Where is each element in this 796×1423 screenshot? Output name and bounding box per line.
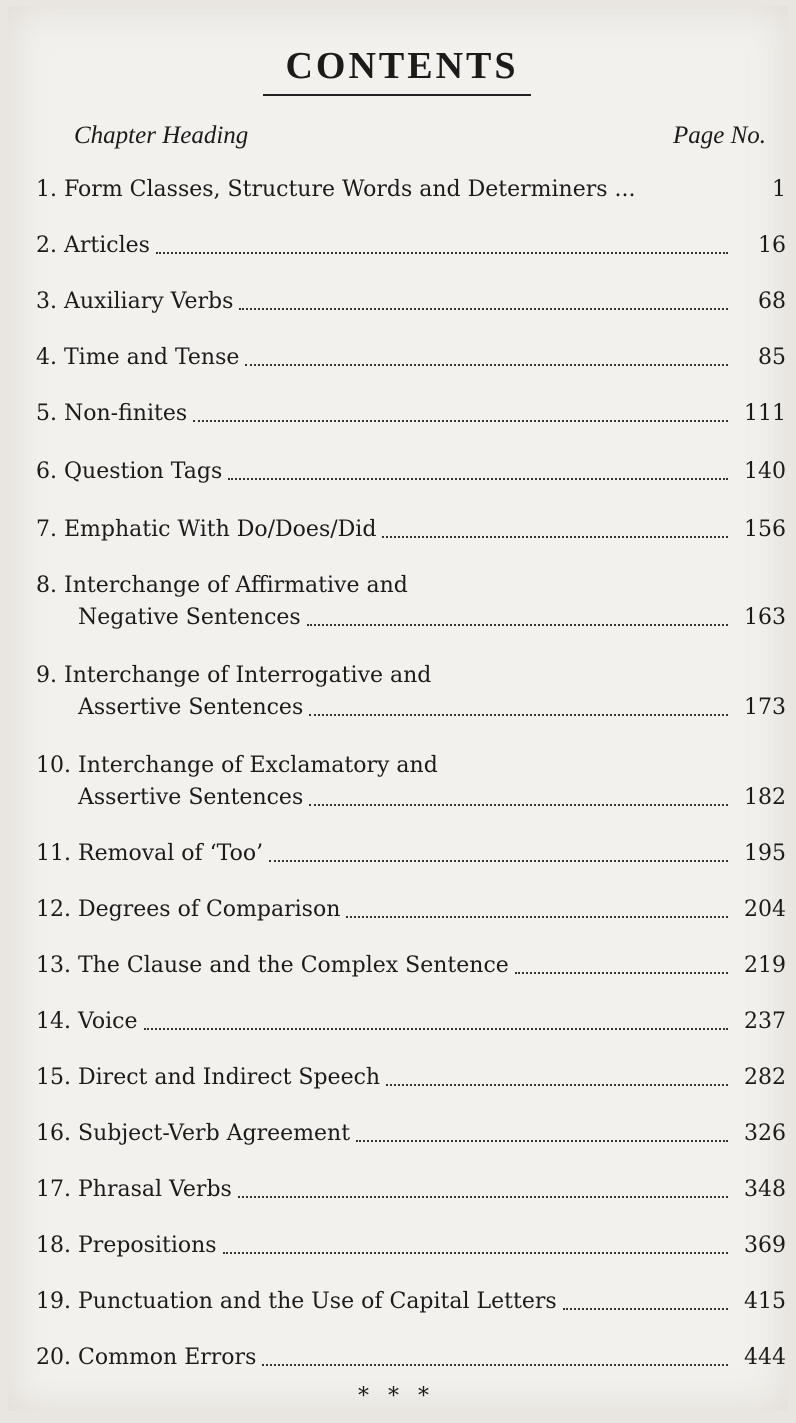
entry-title: Form Classes, Structure Words and Determiners ... [64, 177, 636, 202]
dot-leader [515, 972, 728, 974]
dot-leader [382, 536, 728, 538]
entry-number: 7. [36, 517, 57, 542]
entry-title: Degrees of Comparison [78, 897, 341, 922]
contents-page [8, 6, 788, 1411]
contents-entry[interactable] [36, 950, 786, 982]
entry-page: 348 [744, 1177, 786, 1202]
entry-title: Non-finites [64, 401, 188, 426]
contents-entry[interactable] [36, 230, 786, 262]
entry-page: 111 [744, 401, 786, 426]
dot-leader [269, 860, 728, 862]
entry-number: 17. [36, 1177, 71, 1202]
entry-title: Interchange of Affirmative and [64, 573, 408, 598]
dot-leader [307, 624, 728, 626]
entry-title: Interchange of Interrogative and [64, 663, 432, 688]
entry-page: 195 [744, 841, 786, 866]
contents-entry[interactable] [36, 514, 786, 546]
entry-page: 85 [758, 345, 786, 370]
contents-entry[interactable] [36, 1174, 786, 1206]
entry-number: 4. [36, 345, 57, 370]
entry-number: 3. [36, 289, 57, 314]
entry-page: 219 [744, 953, 786, 978]
entry-page: 140 [744, 459, 786, 484]
dot-leader [193, 420, 728, 422]
entry-title-continued: Negative Sentences [78, 605, 301, 630]
dot-leader [346, 916, 728, 918]
entry-number: 1. [36, 177, 57, 202]
dot-leader [156, 252, 728, 254]
entry-page: 173 [744, 695, 786, 720]
entry-number: 14. [36, 1009, 71, 1034]
entry-page: 182 [744, 785, 786, 810]
entry-page: 68 [758, 289, 786, 314]
entry-title: Articles [64, 233, 150, 258]
entry-page: 204 [744, 897, 786, 922]
entry-number: 16. [36, 1121, 71, 1146]
entry-page: 444 [744, 1345, 786, 1370]
title-underline [263, 94, 531, 96]
entry-page: 369 [744, 1233, 786, 1258]
entry-page: 156 [744, 517, 786, 542]
dot-leader [239, 308, 728, 310]
contents-entry[interactable] [36, 1118, 786, 1150]
entry-title: Auxiliary Verbs [64, 289, 234, 314]
contents-entry[interactable] [36, 894, 786, 926]
dot-leader [223, 1252, 728, 1254]
entry-number: 10. [36, 753, 71, 778]
contents-entry[interactable] [36, 456, 786, 488]
entry-number: 20. [36, 1345, 71, 1370]
dot-leader [144, 1028, 729, 1030]
contents-entry[interactable] [36, 1342, 786, 1374]
end-ornament: * * * [358, 1384, 435, 1409]
dot-leader [238, 1196, 728, 1198]
entry-number: 19. [36, 1289, 71, 1314]
entry-title-continued: Assertive Sentences [78, 695, 304, 720]
entry-page: 415 [744, 1289, 786, 1314]
contents-entry[interactable] [36, 1286, 786, 1318]
dot-leader [386, 1084, 728, 1086]
entry-title: Prepositions [78, 1233, 217, 1258]
page-number-label: Page No. [672, 122, 766, 149]
entry-title: The Clause and the Complex Sentence [78, 953, 509, 978]
entry-title: Common Errors [78, 1345, 257, 1370]
entry-number: 8. [36, 573, 57, 598]
contents-entry[interactable] [36, 174, 786, 206]
entry-number: 2. [36, 233, 57, 258]
dot-leader [262, 1364, 728, 1366]
entry-title: Subject-Verb Agreement [78, 1121, 351, 1146]
entry-title: Emphatic With Do/Does/Did [64, 517, 377, 542]
entry-number: 5. [36, 401, 57, 426]
contents-entry[interactable] [36, 750, 786, 814]
entry-number: 13. [36, 953, 71, 978]
entry-title: Question Tags [64, 459, 223, 484]
dot-leader [563, 1308, 728, 1310]
entry-page: 326 [744, 1121, 786, 1146]
contents-entry[interactable] [36, 1006, 786, 1038]
entry-page: 163 [744, 605, 786, 630]
dot-leader [245, 364, 728, 366]
entry-number: 11. [36, 841, 71, 866]
entry-number: 6. [36, 459, 57, 484]
entry-number: 12. [36, 897, 71, 922]
entry-title: Time and Tense [64, 345, 240, 370]
entry-number: 18. [36, 1233, 71, 1258]
entry-title: Interchange of Exclamatory and [78, 753, 438, 778]
contents-entry[interactable] [36, 1230, 786, 1262]
contents-entry[interactable] [36, 398, 786, 430]
contents-entry[interactable] [36, 1062, 786, 1094]
contents-entry[interactable] [36, 838, 786, 870]
entry-title-continued: Assertive Sentences [78, 785, 304, 810]
contents-entry[interactable] [36, 570, 786, 634]
contents-entry[interactable] [36, 286, 786, 318]
dot-leader [356, 1140, 728, 1142]
entry-page: 282 [744, 1065, 786, 1090]
page-title: CONTENTS [285, 45, 519, 87]
dot-leader [309, 804, 728, 806]
entry-page: 1 [772, 177, 786, 202]
entry-page: 237 [744, 1009, 786, 1034]
contents-entry[interactable] [36, 660, 786, 724]
entry-number: 9. [36, 663, 57, 688]
entry-title: Phrasal Verbs [78, 1177, 232, 1202]
entry-page: 16 [758, 233, 786, 258]
entry-title: Punctuation and the Use of Capital Letters [78, 1289, 557, 1314]
entry-title: Removal of ‘Too’ [78, 841, 264, 866]
entry-title: Direct and Indirect Speech [78, 1065, 381, 1090]
chapter-heading-label: Chapter Heading [74, 122, 249, 149]
dot-leader [228, 478, 728, 480]
entry-title: Voice [78, 1009, 138, 1034]
entry-number: 15. [36, 1065, 71, 1090]
contents-entry[interactable] [36, 342, 786, 374]
dot-leader [309, 714, 728, 716]
